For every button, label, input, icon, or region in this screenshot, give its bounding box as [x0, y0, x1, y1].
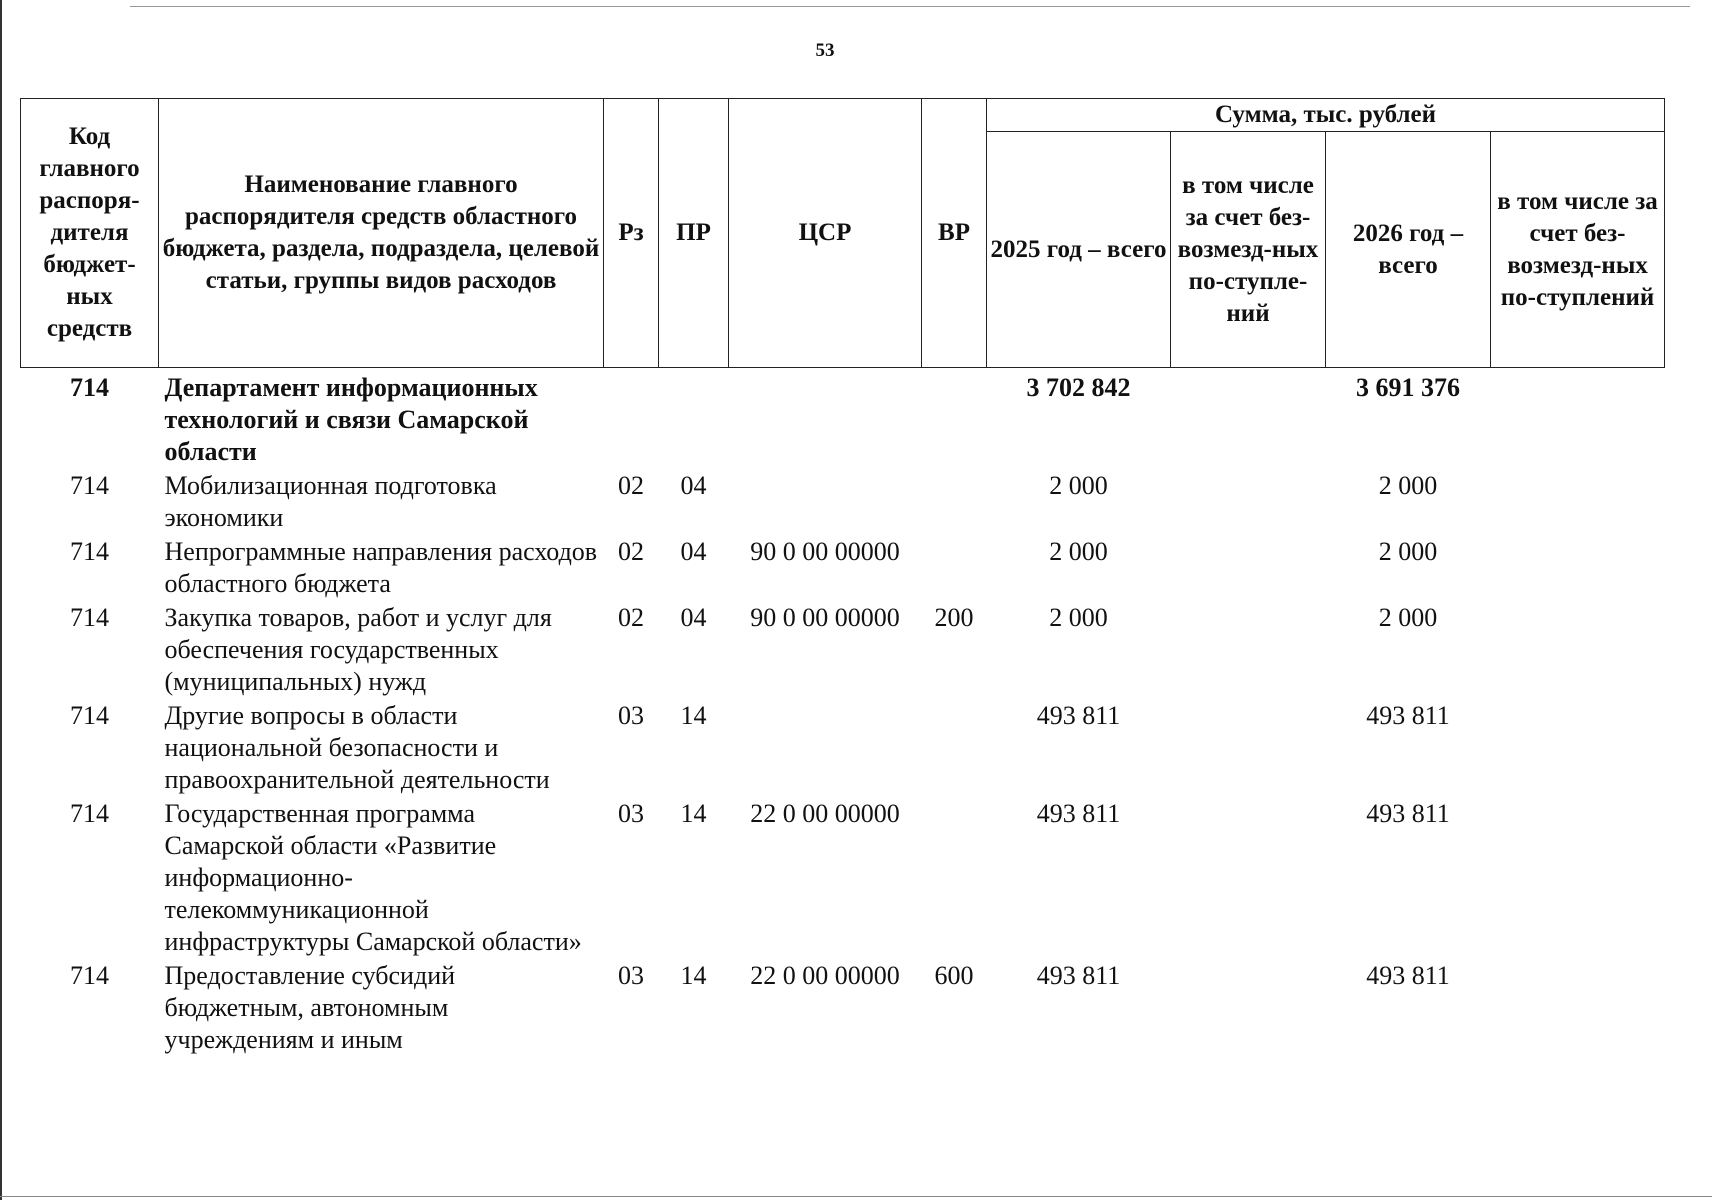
cell-sum-2025: 2 000	[1049, 471, 1108, 500]
cell-extra-2026	[1491, 958, 1665, 1056]
header-extra-2026: в том числе за счет без-возмезд-ных по-ступлений	[1491, 132, 1665, 368]
cell-sum-2025: 493 811	[1036, 701, 1121, 730]
cell-rz: 02	[618, 471, 644, 500]
cell-csr	[729, 698, 922, 796]
table-row	[21, 534, 1665, 600]
scan-top-edge	[130, 6, 1690, 7]
cell-sum-2025: 2 000	[1049, 537, 1108, 566]
cell-sum-2025: 3 702 842	[1026, 373, 1131, 402]
cell-sum-2026: 3 691 376	[1356, 373, 1460, 402]
header-sum-2025: 2025 год – всего	[987, 132, 1171, 368]
cell-sum-2026: 2 000	[1378, 603, 1438, 632]
cell-pr: 04	[680, 537, 707, 566]
header-csr: ЦСР	[729, 99, 922, 368]
cell-rz: 03	[618, 961, 644, 990]
cell-csr: 22 0 00 00000	[750, 961, 900, 990]
cell-sum-2025: 493 811	[1036, 961, 1121, 990]
cell-vr	[922, 796, 987, 958]
cell-extra-2026	[1491, 600, 1665, 698]
cell-extra-2026	[1491, 698, 1665, 796]
cell-sum-2025: 2 000	[1049, 603, 1108, 632]
header-sum-group: Сумма, тыс. рублей	[987, 99, 1665, 132]
table-row	[21, 468, 1665, 534]
cell-code: 714	[70, 799, 109, 828]
table-row	[21, 600, 1665, 698]
header-extra-2025: в том числе за счет без-возмезд-ных по-ступле-ний	[1171, 132, 1326, 368]
cell-extra-2025	[1171, 698, 1326, 796]
cell-name: Предоставление субсидий бюджетным, автономным учреждениям и иным	[164, 961, 456, 1054]
cell-name: Непрограммные направления расходов областного бюджета	[164, 537, 598, 598]
cell-extra-2026	[1491, 468, 1665, 534]
cell-extra-2025	[1171, 958, 1326, 1056]
table-row	[21, 796, 1665, 958]
table-header	[21, 99, 1665, 368]
cell-csr: 90 0 00 00000	[750, 603, 900, 632]
table-body	[21, 368, 1665, 1057]
scan-bottom-edge	[0, 1196, 1712, 1197]
header-pr: ПР	[659, 99, 729, 368]
cell-name: Государственная программа Самарской области «Развитие информационно-телекоммуникационной инфраструктуры Самарской области»	[164, 799, 582, 956]
cell-rz: 02	[618, 603, 644, 632]
cell-vr	[922, 368, 987, 469]
cell-code: 714	[70, 471, 109, 500]
cell-pr: 14	[680, 961, 707, 990]
cell-extra-2025	[1171, 468, 1326, 534]
scan-left-edge	[0, 0, 2, 1200]
cell-extra-2026	[1491, 534, 1665, 600]
cell-pr	[659, 368, 729, 469]
cell-name: Департамент информационных технологий и связи Самарской области	[164, 373, 538, 466]
cell-code: 714	[70, 701, 109, 730]
budget-table	[20, 98, 1665, 1056]
cell-rz: 03	[618, 799, 644, 828]
header-vr: ВР	[922, 99, 987, 368]
cell-code: 714	[70, 603, 109, 632]
cell-extra-2025	[1171, 534, 1326, 600]
cell-pr: 04	[680, 603, 707, 632]
cell-sum-2026: 2 000	[1378, 537, 1438, 566]
cell-extra-2025	[1171, 600, 1326, 698]
cell-vr	[922, 468, 987, 534]
cell-csr	[729, 368, 922, 469]
table-row	[21, 958, 1665, 1056]
cell-pr: 04	[680, 471, 707, 500]
header-name: Наименование главного распорядителя средств областного бюджета, раздела, подраздела, целевой статьи, группы видов расходов	[159, 99, 604, 368]
cell-sum-2026: 2 000	[1378, 471, 1438, 500]
header-code: Код главного распоря-дителя бюджет-ных средств	[21, 99, 159, 368]
cell-extra-2026	[1491, 368, 1665, 469]
cell-rz: 02	[618, 537, 644, 566]
cell-sum-2026: 493 811	[1366, 799, 1450, 828]
header-rz: Рз	[604, 99, 659, 368]
cell-csr: 90 0 00 00000	[750, 537, 900, 566]
cell-name: Другие вопросы в области национальной безопасности и правоохранительной деятельности	[164, 701, 550, 794]
cell-csr: 22 0 00 00000	[750, 799, 900, 828]
cell-code: 714	[70, 537, 109, 566]
cell-code: 714	[70, 373, 109, 402]
cell-code: 714	[70, 961, 109, 990]
cell-name: Мобилизационная подготовка экономики	[164, 471, 497, 532]
cell-vr	[922, 698, 987, 796]
cell-sum-2026: 493 811	[1366, 961, 1450, 990]
cell-vr: 200	[934, 603, 974, 632]
cell-sum-2025: 493 811	[1036, 799, 1121, 828]
table-row	[21, 368, 1665, 469]
cell-vr	[922, 534, 987, 600]
cell-pr: 14	[680, 799, 707, 828]
cell-vr: 600	[934, 961, 974, 990]
cell-rz	[604, 368, 659, 469]
cell-name: Закупка товаров, работ и услуг для обеспечения государственных (муниципальных) нужд	[164, 603, 552, 696]
header-sum-2026: 2026 год – всего	[1326, 132, 1491, 368]
cell-sum-2026: 493 811	[1366, 701, 1450, 730]
page-number: 53	[815, 40, 835, 61]
cell-csr	[729, 468, 922, 534]
cell-extra-2025	[1171, 368, 1326, 469]
table-row	[21, 698, 1665, 796]
cell-extra-2025	[1171, 796, 1326, 958]
cell-extra-2026	[1491, 796, 1665, 958]
cell-rz: 03	[618, 701, 644, 730]
cell-pr: 14	[680, 701, 707, 730]
